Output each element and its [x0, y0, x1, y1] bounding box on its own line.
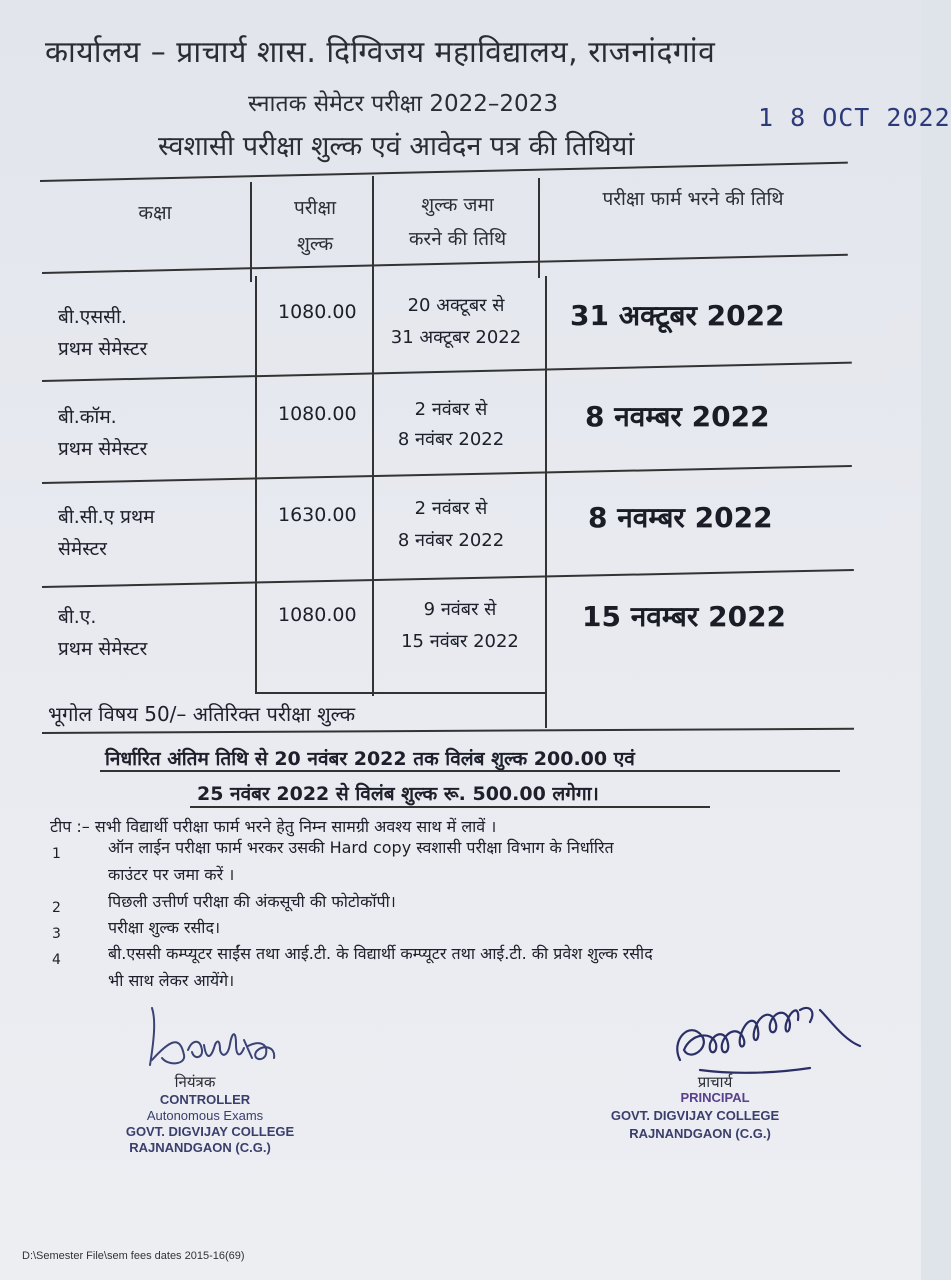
geo-rule	[42, 728, 854, 734]
header-fee-line1: परीक्षा	[293, 197, 337, 219]
controller-title: CONTROLLER	[159, 1092, 251, 1107]
late-fee-line1: निर्धारित अंतिम तिथि से 20 नवंबर 2022 तक विलंब शुल्क 200.00 एवं	[105, 748, 635, 770]
row2-rule	[42, 465, 852, 484]
row1-deposit-line2: 31 अक्टूबर 2022	[390, 327, 522, 348]
row2-form-date: 8 नवम्बर 2022	[585, 400, 770, 433]
note-4-number: 4	[52, 952, 61, 968]
principal-title: PRINCIPAL	[680, 1090, 750, 1105]
row4-form-date: 15 नवम्बर 2022	[582, 600, 787, 633]
controller-city: RAJNANDGAON (C.G.)	[129, 1140, 271, 1155]
office-title: कार्यालय – प्राचार्य शास. दिग्विजय महाविद्यालय, राजनांदगांव	[45, 35, 716, 70]
col-rule-3b	[545, 276, 547, 728]
header-deposit-line1: शुल्क जमा	[421, 194, 494, 216]
late-fee-underline-2	[190, 806, 710, 808]
header-fee-line2: शुल्क	[296, 233, 334, 255]
row1-class-line1: बी.एससी.	[58, 306, 127, 328]
header-class: कक्षा	[138, 202, 172, 224]
row2-deposit-line1: 2 नवंबर से	[414, 399, 488, 420]
col-rule-3	[538, 178, 540, 278]
col-rule-1b	[255, 276, 257, 694]
principal-title-hindi: प्राचार्य	[697, 1073, 733, 1091]
file-path-footer: D:\Semester File\sem fees dates 2015-16(69)	[22, 1250, 245, 1262]
row1-form-date: 31 अक्टूबर 2022	[570, 299, 785, 332]
exam-title: स्नातक सेमेटर परीक्षा 2022–2023	[248, 91, 558, 117]
row1-class-line2: प्रथम सेमेस्टर	[58, 338, 148, 360]
note-2-number: 2	[52, 900, 61, 916]
notes-intro: टीप :– सभी विद्यार्थी परीक्षा फार्म भरने हेतु निम्न सामग्री अवश्य साथ में लावें ।	[50, 817, 497, 836]
note-1-line1: ऑन लाईन परीक्षा फार्म भरकर उसकी Hard copy स्वशासी परीक्षा विभाग के निर्धारित	[108, 838, 614, 857]
fee-bottom-rule	[256, 692, 546, 694]
note-4-line1: बी.एससी कम्प्यूटर साईंस तथा आई.टी. के विद्यार्थी कम्प्यूटर तथा आई.टी. की प्रवेश शुल्क रसीद	[108, 944, 653, 963]
note-2-line1: पिछली उत्तीर्ण परीक्षा की अंकसूची की फोटोकॉपी।	[108, 892, 396, 911]
row2-fee: 1080.00	[278, 403, 357, 425]
notice-subject: स्वशासी परीक्षा शुल्क एवं आवेदन पत्र की तिथियां	[158, 131, 635, 162]
header-form-date: परीक्षा फार्म भरने की तिथि	[602, 188, 784, 210]
note-3-number: 3	[52, 926, 61, 942]
row2-deposit-line2: 8 नवंबर 2022	[397, 429, 505, 450]
row2-class-line2: प्रथम सेमेस्टर	[58, 438, 148, 460]
header-bottom-rule	[42, 254, 848, 274]
row3-deposit-line2: 8 नवंबर 2022	[397, 530, 505, 551]
row3-deposit-line1: 2 नवंबर से	[414, 498, 488, 519]
row1-deposit-line1: 20 अक्टूबर से	[407, 295, 505, 316]
header-deposit-line2: करने की तिथि	[408, 228, 507, 250]
col-rule-2	[372, 176, 374, 696]
controller-signature	[140, 1000, 290, 1075]
controller-college: GOVT. DIGVIJAY COLLEGE	[125, 1124, 295, 1139]
row3-fee: 1630.00	[278, 504, 357, 526]
row1-fee: 1080.00	[278, 301, 357, 323]
row4-class-line1: बी.ए.	[58, 606, 97, 628]
row4-deposit-line2: 15 नवंबर 2022	[401, 631, 519, 652]
row3-form-date: 8 नवम्बर 2022	[588, 501, 773, 534]
note-4-line2: भी साथ लेकर आयेंगे।	[108, 971, 235, 990]
controller-title-hindi: नियंत्रक	[174, 1073, 216, 1091]
row2-class-line1: बी.कॉम.	[58, 406, 117, 428]
date-stamp: 1 8 OCT 2022	[758, 103, 951, 132]
late-fee-line2: 25 नवंबर 2022 से विलंब शुल्क रू. 500.00 लगेगा।	[197, 783, 599, 805]
late-fee-underline-1	[100, 770, 840, 772]
table-top-rule	[40, 162, 848, 182]
row3-class-line1: बी.सी.ए प्रथम	[58, 506, 155, 528]
controller-dept: Autonomous Exams	[146, 1108, 264, 1123]
principal-city: RAJNANDGAON (C.G.)	[629, 1126, 771, 1141]
note-3-line1: परीक्षा शुल्क रसीद।	[108, 918, 221, 937]
row4-deposit-line1: 9 नवंबर से	[423, 599, 497, 620]
row1-rule	[42, 362, 852, 382]
col-rule-1	[250, 182, 252, 282]
row4-class-line2: प्रथम सेमेस्टर	[58, 638, 148, 660]
row3-rule	[42, 569, 854, 588]
note-1-line2: काउंटर पर जमा करें ।	[108, 865, 235, 884]
principal-college: GOVT. DIGVIJAY COLLEGE	[610, 1108, 780, 1123]
row3-class-line2: सेमेस्टर	[58, 538, 107, 560]
row4-fee: 1080.00	[278, 604, 357, 626]
geography-fee-note: भूगोल विषय 50/– अतिरिक्त परीक्षा शुल्क	[48, 702, 356, 726]
note-1-number: 1	[52, 846, 61, 862]
